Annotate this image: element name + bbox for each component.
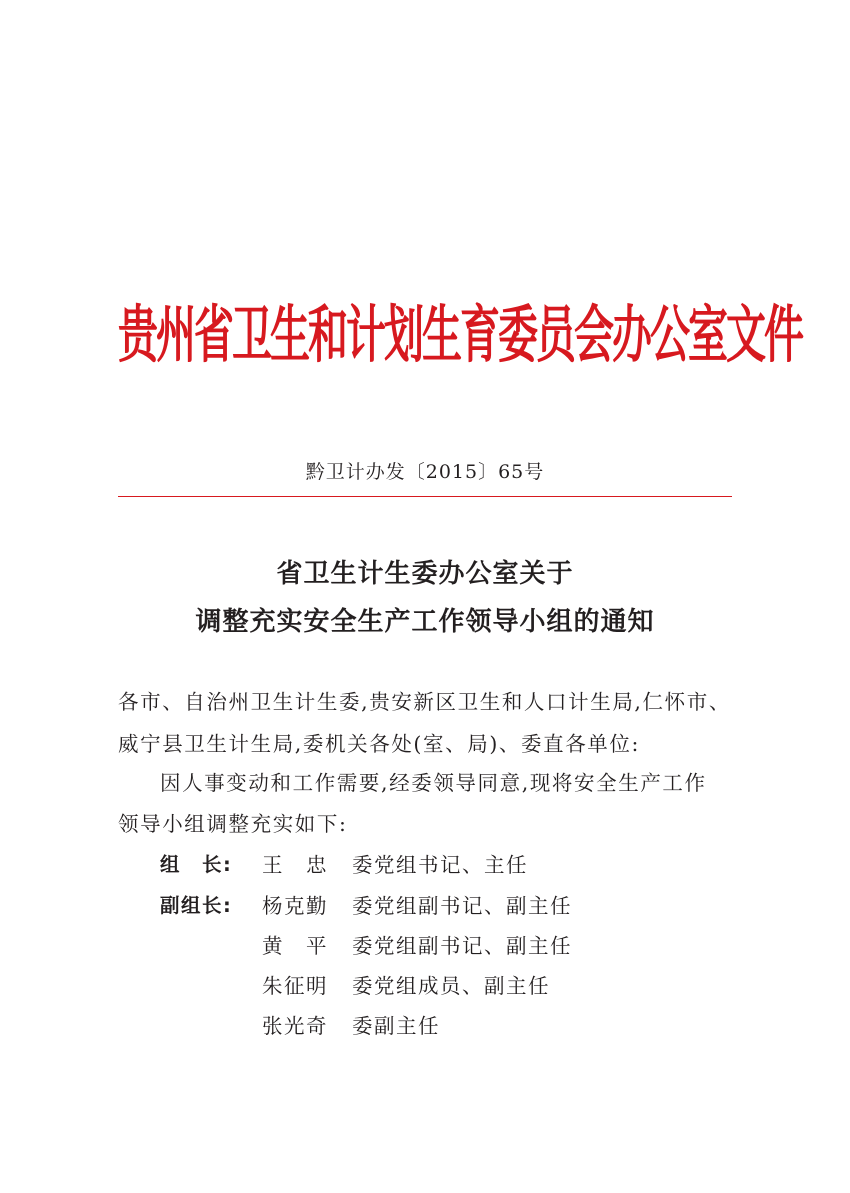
document-number: 黔卫计办发〔2015〕65号 — [305, 461, 545, 483]
paragraph-line-2: 领导小组调整充实如下: — [118, 812, 348, 836]
member-post: 委党组成员、副主任 — [352, 974, 550, 998]
member-name: 黄 平 — [262, 934, 328, 958]
paragraph-line-1: 因人事变动和工作需要,经委领导同意,现将安全生产工作 — [160, 771, 707, 795]
member-name: 张光奇 — [262, 1014, 328, 1038]
member-post: 委党组副书记、副主任 — [352, 894, 572, 918]
member-name: 王 忠 — [262, 853, 328, 877]
recipients-line-1: 各市、自治州卫生计生委,贵安新区卫生和人口计生局,仁怀市、 — [118, 690, 731, 714]
member-post: 委党组副书记、副主任 — [352, 934, 572, 958]
member-post: 委党组书记、主任 — [352, 853, 528, 877]
red-divider — [118, 496, 732, 497]
member-role: 副组长: — [160, 894, 233, 917]
notice-title-line-1: 省卫生计生委办公室关于 — [276, 559, 574, 589]
recipients-line-2: 威宁县卫生计生局,委机关各处(室、局)、委直各单位: — [118, 732, 641, 756]
member-name: 朱征明 — [262, 974, 328, 998]
member-name: 杨克勤 — [262, 894, 328, 918]
masthead-title: 贵州省卫生和计划生育委员会办公室文件 — [118, 300, 802, 372]
member-role: 组 长: — [160, 853, 233, 876]
member-post: 委副主任 — [352, 1014, 440, 1038]
notice-title-line-2: 调整充实安全生产工作领导小组的通知 — [195, 607, 655, 637]
